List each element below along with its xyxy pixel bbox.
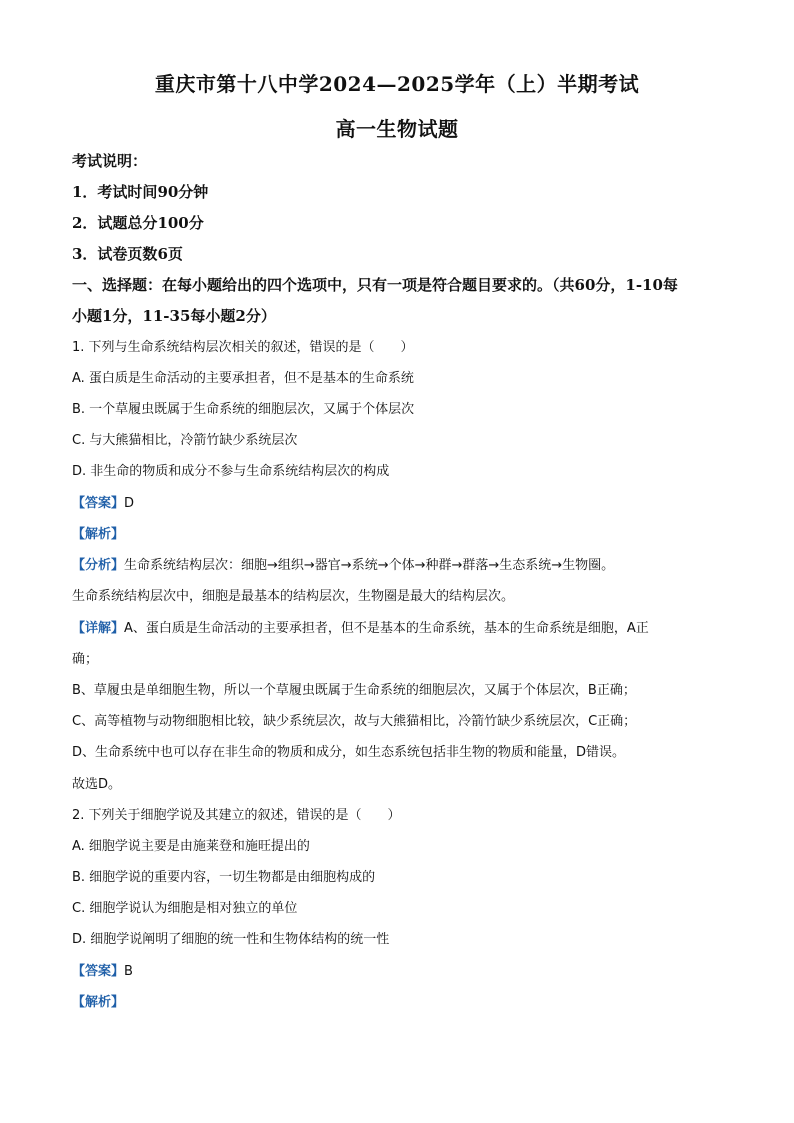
answer-value: B — [124, 964, 133, 979]
analysis-tag-line — [72, 993, 732, 1013]
xiangjie-text: D、生命系统中也可以存在非生命的物质和成分，如生态系统包括非生物的物质和能量，D错误。 — [72, 745, 626, 760]
fenxi-line — [72, 556, 732, 576]
xiangjie-text: A、蛋白质是生命活动的主要承担者，但不是基本的生命系统，基本的生命系统是细胞，A正 — [124, 621, 649, 636]
conclusion: 故选D。 — [72, 777, 122, 792]
xiangjie-line — [72, 619, 732, 639]
page-subtitle: 高一生物试题 — [335, 117, 459, 141]
instructions-heading: 考试说明： — [72, 152, 148, 170]
xiangjie-text: B、草履虫是单细胞生物，所以一个草履虫既属于生命系统的细胞层次，又属于个体层次，B正确； — [72, 683, 636, 698]
jiexi-tag: 【解析】 — [72, 995, 125, 1010]
jiexi-tag: 【解析】 — [72, 527, 125, 542]
question-option: A. 细胞学说主要是由施莱登和施旺提出的 — [72, 839, 310, 854]
section-heading-cont: 小题1分，11-35每小题2分） — [72, 307, 276, 325]
analysis-tag-line — [72, 525, 732, 545]
question-option: D. 非生命的物质和成分不参与生命系统结构层次的构成 — [72, 464, 390, 479]
fenxi-tag: 【分析】 — [72, 558, 125, 573]
instruction-item: 2．试题总分100分 — [72, 214, 204, 232]
xiangjie-tag: 【详解】 — [72, 621, 125, 636]
answer-tag: 【答案】 — [72, 496, 125, 511]
answer-line — [72, 494, 732, 514]
question-option: C. 与大熊猫相比，冷箭竹缺少系统层次 — [72, 433, 298, 448]
question-stem: 2. 下列关于细胞学说及其建立的叙述，错误的是（ ） — [72, 808, 401, 823]
xiangjie-text-cont: 确； — [72, 652, 99, 667]
fenxi-text: 生命系统结构层次：细胞→组织→器官→系统→个体→种群→群落→生态系统→生物圈。 — [124, 558, 615, 573]
answer-line — [72, 962, 732, 982]
question-stem: 1. 下列与生命系统结构层次相关的叙述，错误的是（ ） — [72, 340, 414, 355]
question-option: B. 一个草履虫既属于生命系统的细胞层次，又属于个体层次 — [72, 402, 415, 417]
fenxi-text-2: 生命系统结构层次中，细胞是最基本的结构层次，生物圈是最大的结构层次。 — [72, 589, 515, 604]
answer-tag: 【答案】 — [72, 964, 125, 979]
question-option: B. 细胞学说的重要内容，一切生物都是由细胞构成的 — [72, 870, 376, 885]
question-option: D. 细胞学说阐明了细胞的统一性和生物体结构的统一性 — [72, 932, 390, 947]
xiangjie-text: C、高等植物与动物细胞相比较，缺少系统层次，故与大熊猫相比，冷箭竹缺少系统层次，C正确； — [72, 714, 637, 729]
question-option: A. 蛋白质是生命活动的主要承担者，但不是基本的生命系统 — [72, 371, 414, 386]
instruction-item: 1．考试时间90分钟 — [72, 183, 209, 201]
instruction-item: 3．试卷页数6页 — [72, 245, 183, 263]
answer-value: D — [124, 496, 135, 511]
section-heading: 一、选择题：在每小题给出的四个选项中，只有一项是符合题目要求的。（共60分，1-10每 — [72, 276, 678, 294]
question-option: C. 细胞学说认为细胞是相对独立的单位 — [72, 901, 298, 916]
page-title: 重庆市第十八中学2024—2025学年（上）半期考试 — [154, 72, 640, 96]
